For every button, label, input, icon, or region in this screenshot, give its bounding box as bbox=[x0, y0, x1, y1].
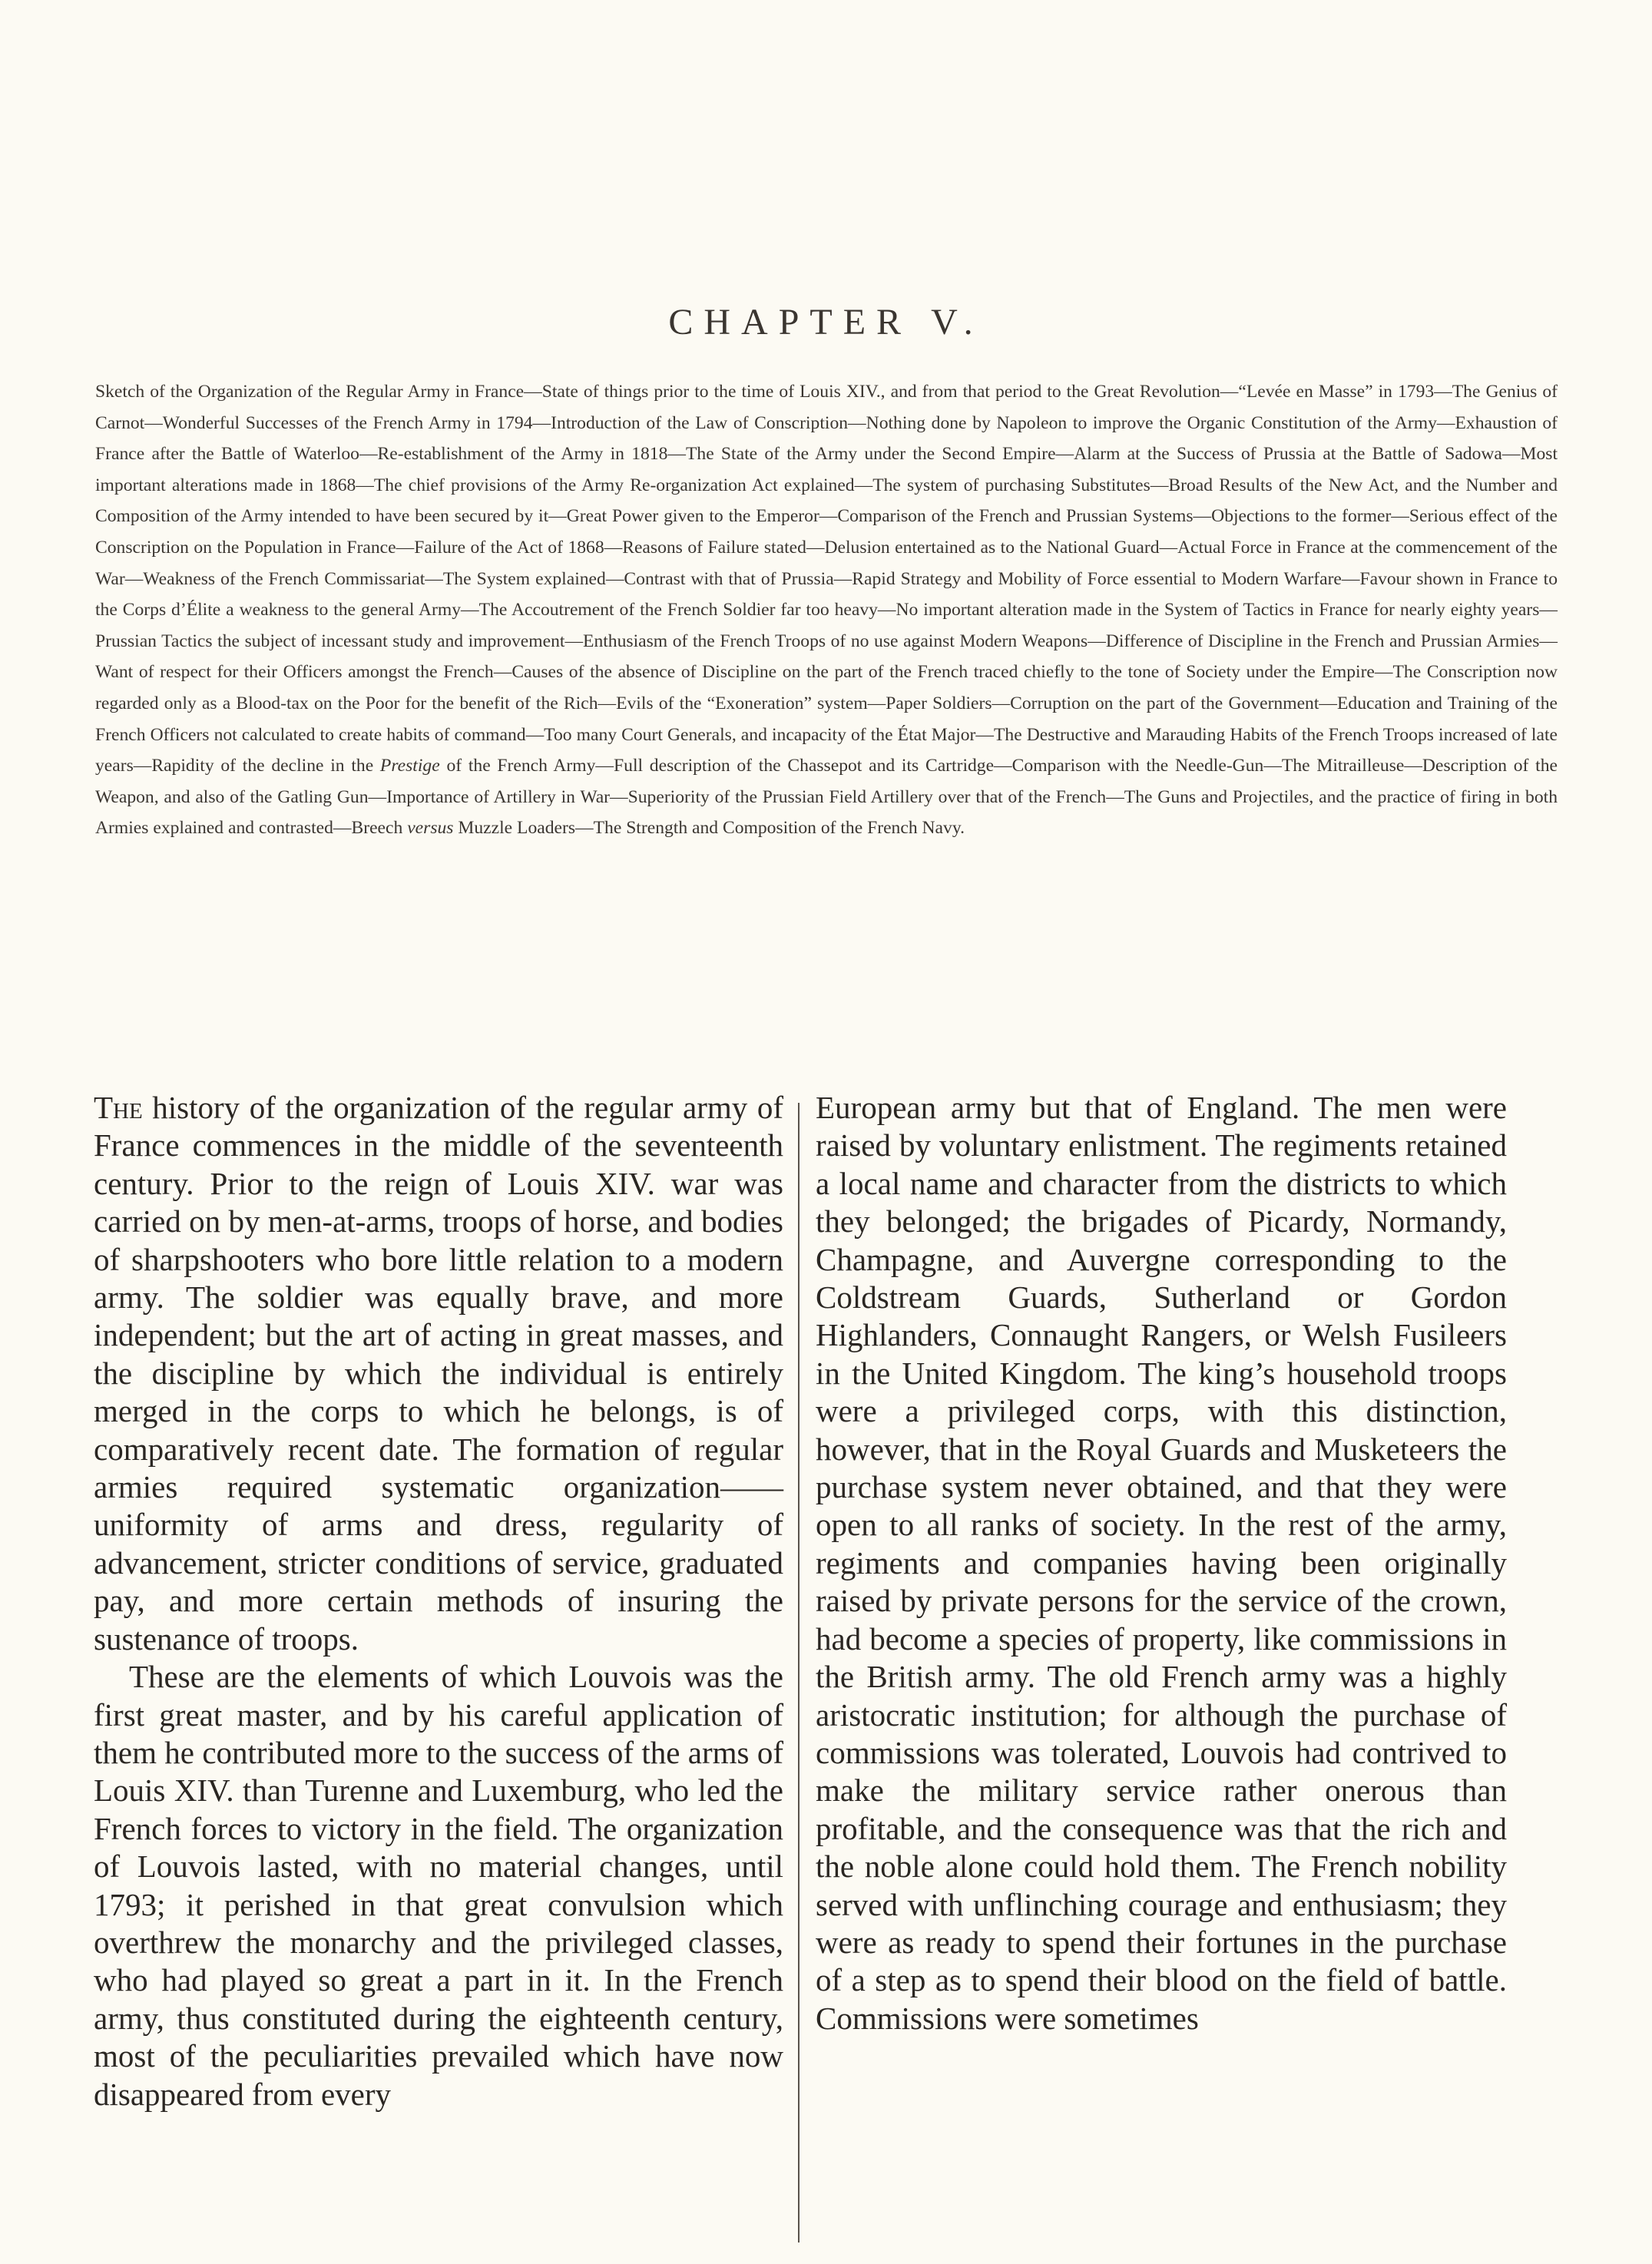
chapter-title: CHAPTER V. bbox=[668, 302, 984, 343]
left-paragraph-1-text: history of the organization of the regular army of France commences in the middle of the seventeenth century. Prior to the reign of Louis XIV. war was carried on by men-at-arms, troops of horse, and bodies of sharpshooters who bore little relation to a modern army. The soldier was equally brave, and more independent; but the art of acting in great masses, and the discipline by which the individual is entirely merged in the corps to which he belongs, is of comparatively recent date. The formation of regular armies required systematic organization——uniformity of arms and dress, regularity of advancement, stricter conditions of service, graduated pay, and more certain methods of insuring the sustenance of troops. bbox=[94, 1090, 783, 1657]
summary-text-part-1: Sketch of the Organization of the Regular Army in France—State of things prior to the time of Louis XIV., and from that period to the Great Revolution—“Levée en Masse” in 1793—The Genius of Carnot—Wonderful Successes of the French Army in 1794—Introduction of the Law of Conscription—Nothing done by Napoleon to improve the Organic Constitution of the Army—Exhaustion of France after the Battle of Waterloo—Re-establishment of the Army in 1818—The State of the Army under the Second Empire—Alarm at the Success of Prussia at the Battle of Sadowa—Most important alterations made in 1868—The chief provisions of the Army Re-organization Act explained—The system of purchasing Substitutes—Broad Results of the New Act, and the Number and Composition of the Army intended to have been secured by it—Great Power given to the Emperor—Comparison of the French and Prussian Systems—Objections to the former—Serious effect of the Conscription on the Population in France—Failure of the Act of 1868—Reasons of Failure stated—Delusion entertained as to the National Guard—Actual Force in France at the commencement of the War—Weakness of the French Commissariat—The System explained—Contrast with that of Prussia—Rapid Strategy and Mobility of Force essential to Modern Warfare—Favour shown in France to the Corps d’Élite a weakness to the general Army—The Accoutrement of the French Soldier far too heavy—No important alteration made in the System of Tactics in France for nearly eighty years—Prussian Tactics the subject of incessant study and improvement—Enthusiasm of the French Troops of no use against Modern Weapons—Difference of Discipline in the French and Prussian Armies—Want of respect for their Officers amongst the French—Causes of the absence of Discipline on the part of the French traced chiefly to the tone of Society under the Empire—The Conscription now regarded only as a Blood-tax on the Poor for the benefit of the Rich—Evils of the “Exoneration” system—Paper Soldiers—Corruption on the part of the Government—Education and Training of the French Officers not calculated to create habits of command—Too many Court Generals, and incapacity of the État Major—The Destructive and Marauding Habits of the French Troops increased of late years—Rapidity of the decline in the bbox=[95, 382, 1558, 776]
summary-italic-prestige: Prestige bbox=[379, 756, 440, 776]
left-paragraph-2: These are the elements of which Louvois was the first great master, and by his careful application of them he contributed more to the success of the arms of Louis XIV. than Turenne and Luxemburg, who led the French forces to victory in the field. The organization of Louvois lasted, with no material changes, until 1793; it perished in that great convulsion which overthrew the monarchy and the privileged classes, who had played so great a part in it. In the French army, thus constituted during the eighteenth century, most of the peculiarities prevailed which have now disappeared from every bbox=[94, 1659, 783, 2112]
summary-text-part-3: Muzzle Loaders—The Strength and Composition of the French Navy. bbox=[453, 818, 965, 839]
column-divider bbox=[798, 1103, 800, 2242]
summary-italic-versus: versus bbox=[407, 818, 454, 839]
summary-text-part-2: of the French Army—Full description of the Chassepot and its Cartridge—Comparison with the Needle-Gun—The Mitrailleuse—Description of the Weapon, and also of the Gatling Gun—Importance of Artillery in War—Superiority of the Prussian Field Artillery over that of the French—The Guns and Projectiles, and the practice of firing in both Armies explained and contrasted—Breech bbox=[95, 756, 1558, 839]
right-paragraph-1: European army but that of England. The men were raised by voluntary enlistment. The regiments retained a local name and character from the districts to which they belonged; the brigades of Picardy, Normandy, Champagne, and Auvergne corresponding to the Coldstream Guards, Sutherland or Gordon Highlanders, Connaught Rangers, or Welsh Fusileers in the United Kingdom. The king’s household troops were a privileged corps, with this distinction, however, that in the Royal Guards and Musketeers the purchase system never obtained, and that they were open to all ranks of society. In the rest of the army, regiments and companies having been originally raised by private persons for the service of the crown, had become a species of property, like commissions in the British army. The old French army was a highly aristocratic institution; for although the purchase of commissions was tolerated, Louvois had contrived to make the military service rather onerous than profitable, and the consequence was that the rich and the noble alone could hold them. The French nobility served with unflinching courage and enthusiasm; they were as ready to spend their fortunes in the purchase of a step as to spend their blood on the field of battle. Commissions were sometimes bbox=[816, 1090, 1507, 2036]
left-column bbox=[94, 1089, 783, 2113]
left-paragraph-1 bbox=[94, 1089, 783, 1658]
lead-word: The bbox=[94, 1090, 143, 1125]
right-column bbox=[816, 1089, 1507, 2037]
chapter-summary bbox=[95, 376, 1558, 844]
